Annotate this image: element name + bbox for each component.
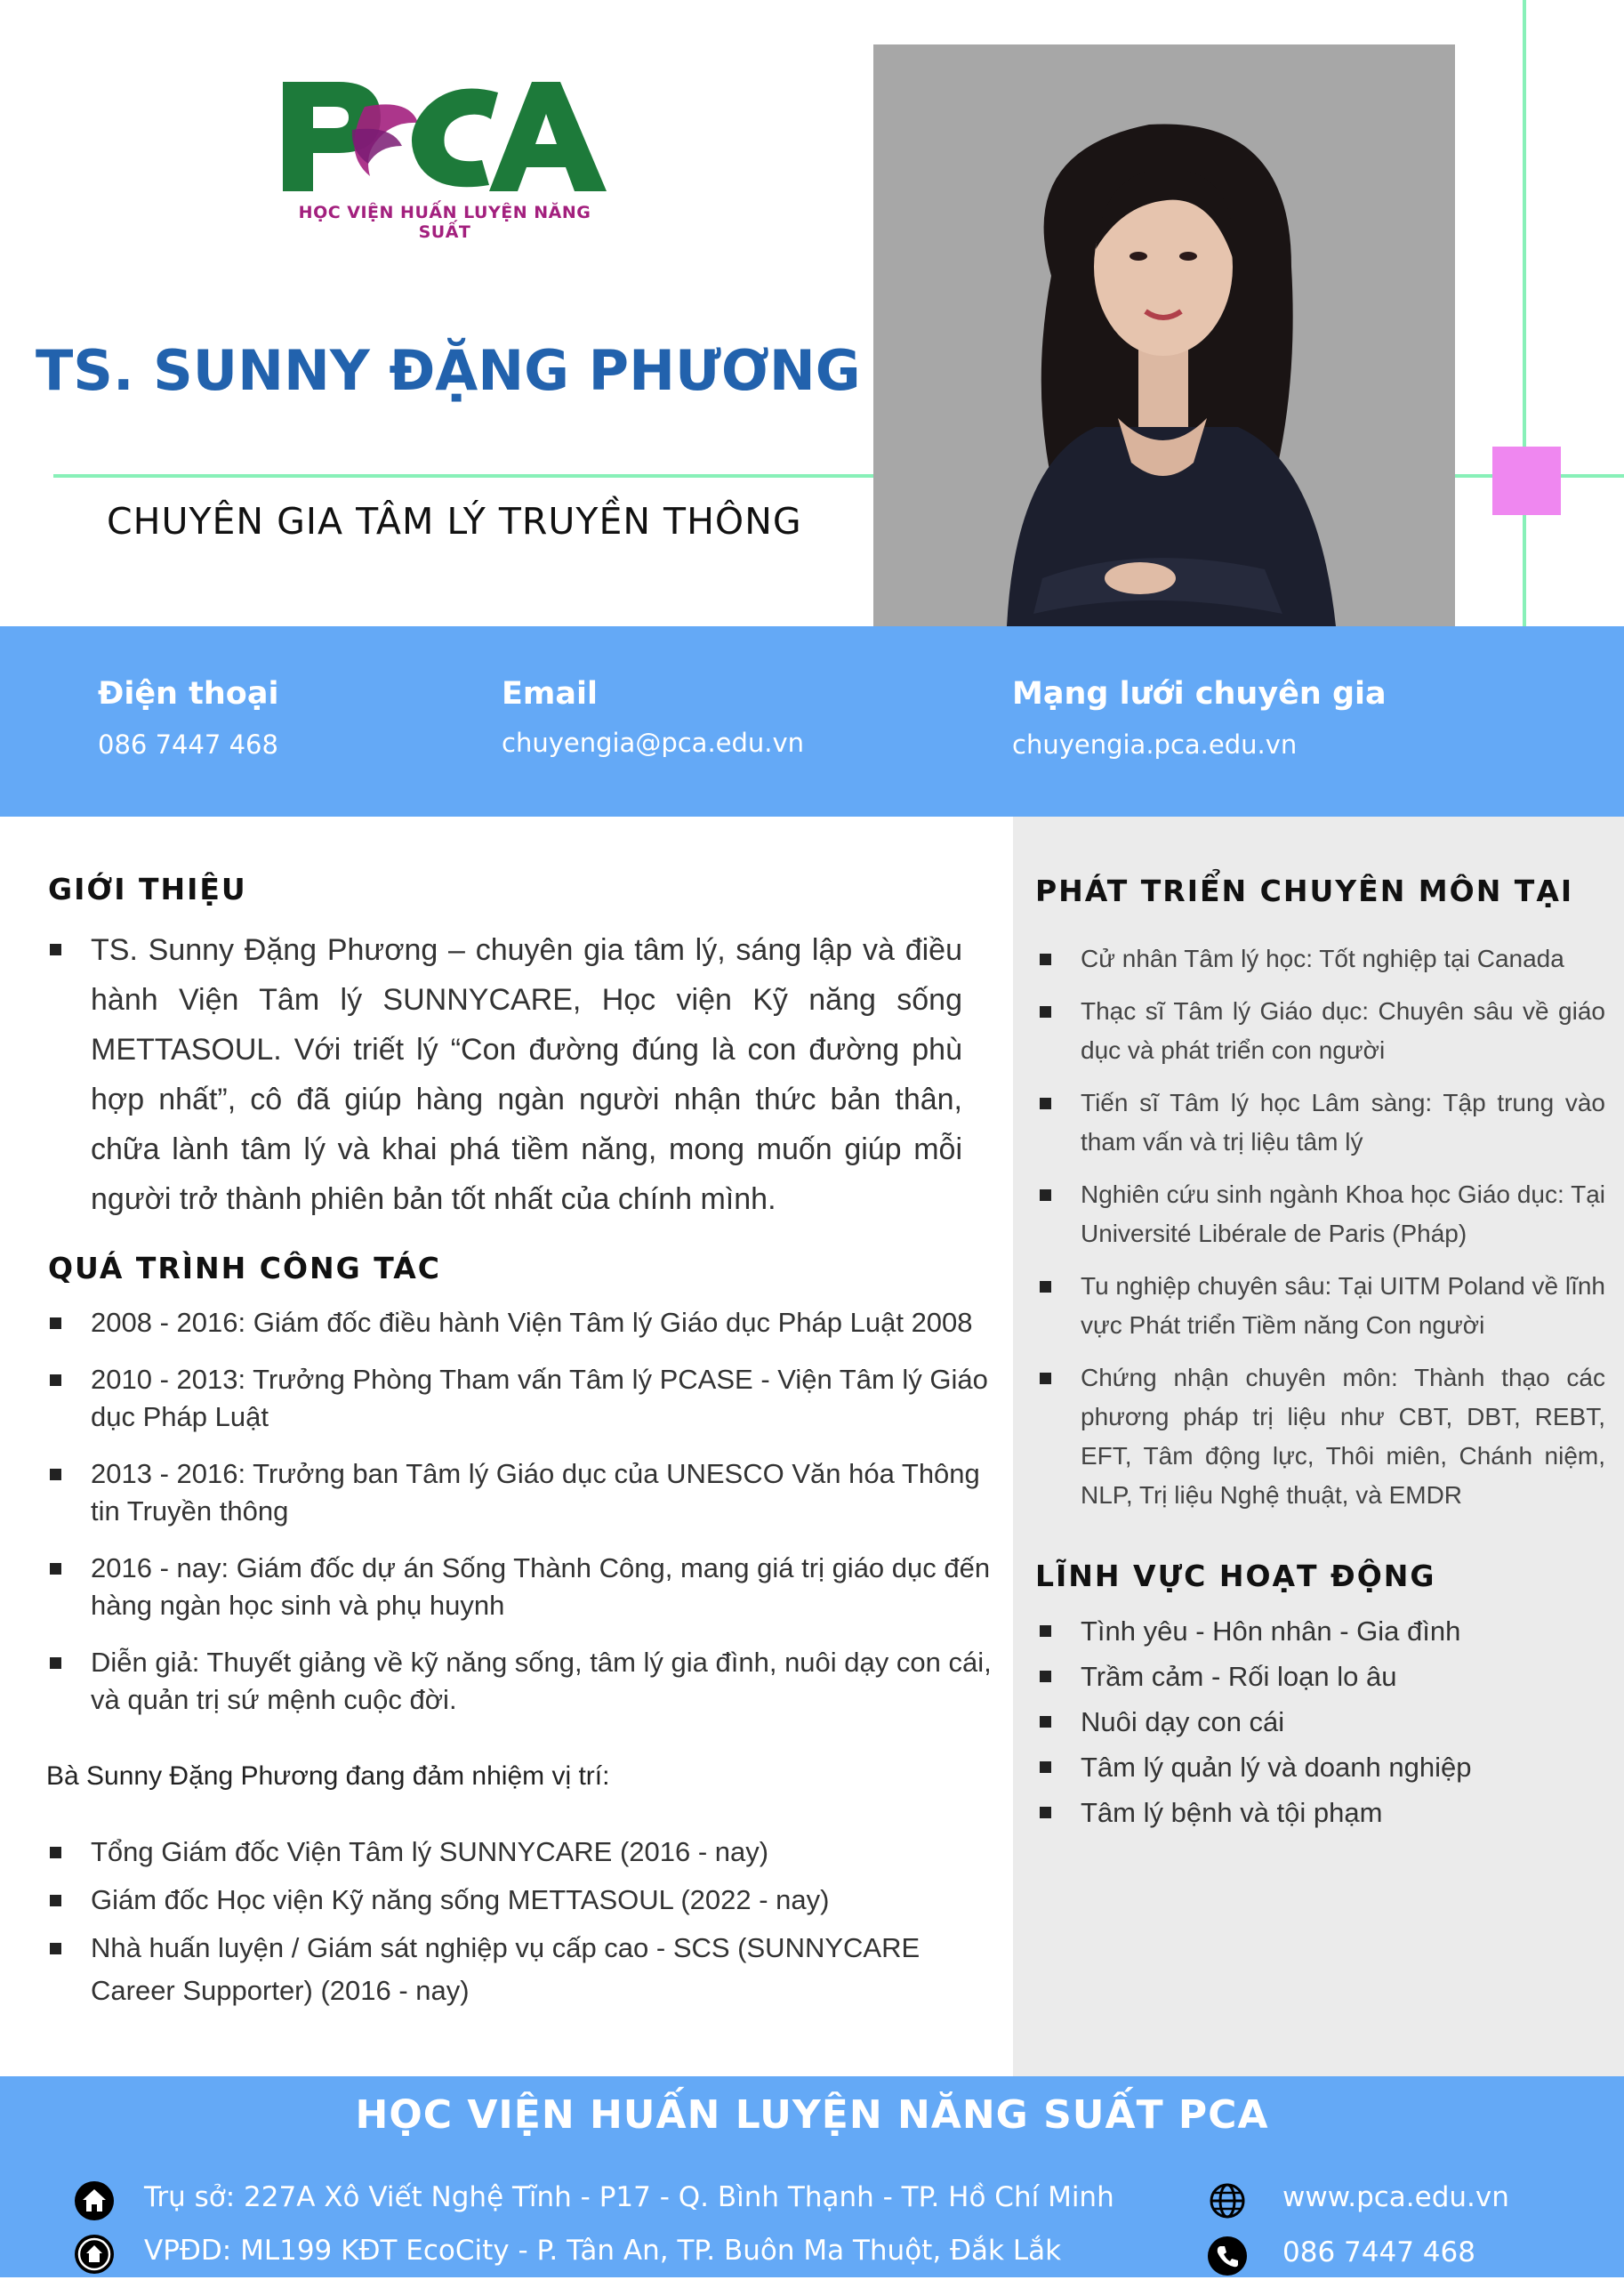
email-label: Email [502, 676, 598, 712]
contact-band [0, 626, 1624, 817]
portrait-illustration [873, 44, 1455, 626]
positions-list [46, 1831, 998, 2018]
list-item: Chứng nhận chuyên môn: Thành thạo các phương pháp trị liệu như CBT, DBT, REBT, EFT, Tâm động lực, Thôi miên, Chánh niệm, NLP, Trị liệu Nghệ thuật, và EMDR [1036, 1358, 1605, 1515]
email-link[interactable]: chuyengia@pca.edu.vn [502, 728, 805, 758]
fields-list [1036, 1608, 1605, 1835]
logo-subtitle: HỌC VIỆN HUẤN LUYỆN NĂNG SUẤT [298, 203, 591, 242]
work-title: QUÁ TRÌNH CÔNG TÁC [48, 1251, 441, 1285]
globe-icon [1208, 2181, 1247, 2220]
list-item: 2010 - 2013: Trưởng Phòng Tham vấn Tâm lý PCASE - Viện Tâm lý Giáo dục Pháp Luật [46, 1361, 998, 1436]
footer-address-rep: VPĐD: ML199 KĐT EcoCity - P. Tân An, TP. Buôn Ma Thuột, Đắk Lắk [144, 2235, 1062, 2267]
list-item: Diễn giả: Thuyết giảng về kỹ năng sống, tâm lý gia đình, nuôi dạy con cái, và quản trị sứ mệnh cuộc đời. [46, 1644, 998, 1719]
fields-title: LĨNH VỰC HOẠT ĐỘNG [1035, 1559, 1436, 1593]
phone-icon [1208, 2236, 1247, 2276]
pca-logo [276, 71, 614, 242]
intro-title: GIỚI THIỆU [48, 872, 247, 906]
list-item: Trầm cảm - Rối loạn lo âu [1036, 1654, 1605, 1699]
list-item: Nhà huấn luyện / Giám sát nghiệp vụ cấp cao - SCS (SUNNYCARE Career Supporter) (2016 - nay) [46, 1927, 998, 2012]
decor-pink-square [1492, 447, 1561, 515]
pca-logo-mark [276, 71, 614, 196]
footer [0, 2076, 1624, 2277]
phone-value[interactable]: 086 7447 468 [98, 729, 278, 760]
list-item: Tâm lý quản lý và doanh nghiệp [1036, 1744, 1605, 1790]
list-item: Nghiên cứu sinh ngành Khoa học Giáo dục: Tại Université Libérale de Paris (Pháp) [1036, 1175, 1605, 1253]
network-label: Mạng lưới chuyên gia [1012, 676, 1387, 712]
footer-title: HỌC VIỆN HUẤN LUYỆN NĂNG SUẤT PCA [355, 2092, 1269, 2138]
list-item: Cử nhân Tâm lý học: Tốt nghiệp tại Canada [1036, 939, 1605, 979]
list-item: Thạc sĩ Tâm lý Giáo dục: Chuyên sâu về giáo dục và phát triển con người [1036, 992, 1605, 1070]
home-icon [75, 2181, 114, 2220]
footer-website-link[interactable]: www.pca.edu.vn [1282, 2181, 1509, 2213]
list-item: Tu nghiệp chuyên sâu: Tại UITM Poland về lĩnh vực Phát triển Tiềm năng Con người [1036, 1267, 1605, 1345]
list-item: Giám đốc Học viện Kỹ năng sống METTASOUL (2022 - nay) [46, 1879, 998, 1921]
list-item: Tiến sĩ Tâm lý học Lâm sàng: Tập trung vào tham vấn và trị liệu tâm lý [1036, 1084, 1605, 1162]
footer-phone[interactable]: 086 7447 468 [1282, 2236, 1475, 2268]
list-item: Tổng Giám đốc Viện Tâm lý SUNNYCARE (2016 - nay) [46, 1831, 998, 1873]
intro-list [46, 925, 962, 1224]
profile-name: TS. SUNNY ĐẶNG PHƯƠNG [36, 338, 861, 403]
list-item: Nuôi dạy con cái [1036, 1699, 1605, 1744]
decor-vertical-line [1523, 0, 1526, 626]
list-item: 2013 - 2016: Trưởng ban Tâm lý Giáo dục của UNESCO Văn hóa Thông tin Truyền thông [46, 1455, 998, 1530]
profile-role: CHUYÊN GIA TÂM LÝ TRUYỀN THÔNG [107, 500, 802, 543]
list-item: Tâm lý bệnh và tội phạm [1036, 1790, 1605, 1835]
list-item: 2016 - nay: Giám đốc dự án Sống Thành Công, mang giá trị giáo dục đến hàng ngàn học sinh và phụ huynh [46, 1550, 998, 1624]
list-item: 2008 - 2016: Giám đốc điều hành Viện Tâm lý Giáo dục Pháp Luật 2008 [46, 1304, 998, 1341]
development-list [1036, 939, 1605, 1528]
decor-horizontal-line-left [53, 474, 873, 478]
list-item: Tình yêu - Hôn nhân - Gia đình [1036, 1608, 1605, 1654]
positions-intro: Bà Sunny Đặng Phương đang đảm nhiệm vị trí: [46, 1761, 610, 1791]
home-alt-icon [75, 2235, 114, 2274]
network-link[interactable]: chuyengia.pca.edu.vn [1012, 729, 1298, 760]
footer-address-main: Trụ sở: 227A Xô Viết Nghệ Tĩnh - P17 - Q. Bình Thạnh - TP. Hồ Chí Minh [144, 2181, 1114, 2213]
intro-text: TS. Sunny Đặng Phương – chuyên gia tâm lý, sáng lập và điều hành Viện Tâm lý SUNNYCARE, Học viện Kỹ năng sống METTASOUL. Với triết lý “Con đường đúng là con đường phù hợp nhất”, cô đã giúp hàng ngàn người nhận thức bản thân, chữa lành tâm lý và khai phá tiềm năng, mong muốn giúp mỗi người trở thành phiên bản tốt nhất của chính mình. [46, 925, 962, 1224]
work-list [46, 1304, 998, 1738]
development-title: PHÁT TRIỂN CHUYÊN MÔN TẠI [1035, 874, 1574, 908]
profile-photo [873, 44, 1455, 626]
phone-label: Điện thoại [98, 676, 279, 712]
